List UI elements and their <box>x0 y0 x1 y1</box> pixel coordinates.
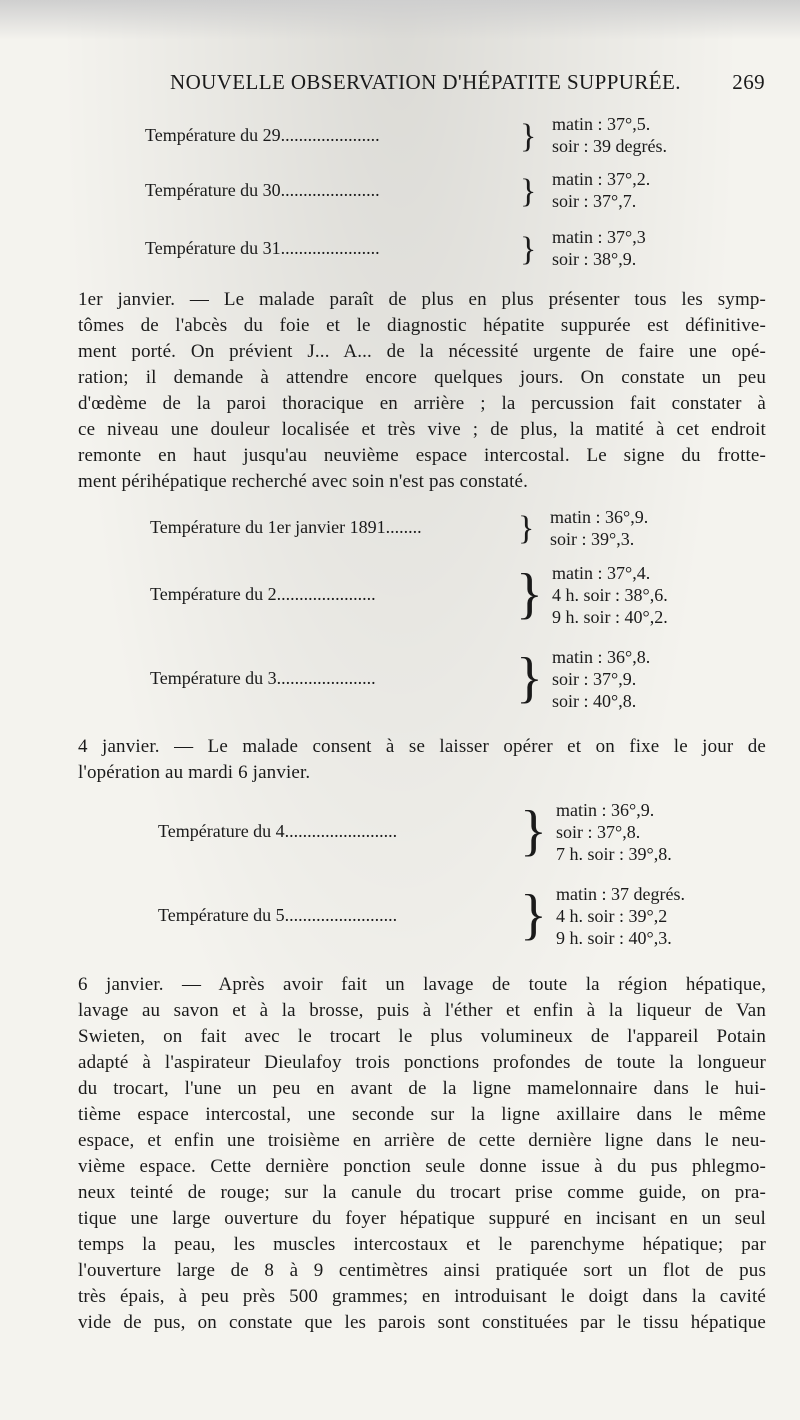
scan-shadow <box>0 0 800 40</box>
temperature-label: Température du 3...................... <box>150 668 376 688</box>
temperature-label: Température du 5......................... <box>158 905 398 925</box>
temperature-entry <box>145 113 765 163</box>
temperature-values <box>552 226 646 270</box>
text-line: ce niveau une douleur localisée et très vive ; de plus, la matité à cet endroit <box>78 419 766 440</box>
text-line: l'ouverture large de 8 à 9 centimètres ainsi pratiquée sort un flot de pus <box>78 1260 766 1281</box>
text-line: d'œdème de la paroi thoracique en arrière ; la percussion fait constater à <box>78 393 766 414</box>
brace-glyph: } <box>520 173 537 210</box>
temperature-values <box>552 562 668 628</box>
text-line: l'opération au mardi 6 janvier. <box>78 762 311 783</box>
temperature-entry <box>145 168 765 218</box>
paragraph-jan-6 <box>78 972 766 1336</box>
temperature-value: matin : 37°,4. <box>552 563 651 583</box>
text-line: très épais, à peu près 500 grammes; en introduisant le doigt dans la cavité <box>78 1286 766 1307</box>
temperature-value: matin : 36°,9. <box>550 507 649 527</box>
temperature-entry <box>145 226 765 276</box>
text-line: 1er janvier. — Le malade paraît de plus en plus présenter tous les symp- <box>78 289 766 310</box>
text-line: ration; il demande à attendre encore quelques jours. On constate un peu <box>78 367 766 388</box>
temperature-entry <box>150 562 765 632</box>
temperature-value: 7 h. soir : 39°,8. <box>556 844 672 864</box>
temperature-value: 9 h. soir : 40°,3. <box>556 928 672 948</box>
text-line: tômes de l'abcès du foie et le diagnostic hépatite suppurée est définitive- <box>78 315 766 336</box>
text-line: tième espace intercostal, une seconde sur la ligne axillaire dans le même <box>78 1104 766 1125</box>
text-line: remonte en haut jusqu'au neuvième espace intercostal. Le signe du frotte- <box>78 445 766 466</box>
paragraph-jan-4 <box>78 734 766 786</box>
temperature-entry <box>158 883 765 953</box>
temperature-value: soir : 39°,3. <box>550 529 635 549</box>
brace-glyph: } <box>520 800 547 862</box>
temperature-entry <box>150 646 765 716</box>
text-line: tique une large ouverture du foyer hépatique suppuré en incisant en un seul <box>78 1208 766 1229</box>
temperature-values <box>552 646 650 712</box>
text-line: Swieten, on fait avec le trocart le plus volumineux de l'appareil Potain <box>78 1026 766 1047</box>
text-line: ment porté. On prévient J... A... de la nécessité urgente de faire une opé- <box>78 341 766 362</box>
temperature-values <box>550 506 648 550</box>
temperature-value: soir : 37°,7. <box>552 191 637 211</box>
text-line: 6 janvier. — Après avoir fait un lavage de toute la région hépatique, <box>78 974 766 995</box>
temperature-label: Température du 31...................... <box>145 238 380 258</box>
temperature-values <box>556 799 672 865</box>
text-line: vième espace. Cette dernière ponction seule donne issue à du pus phlegmo- <box>78 1156 766 1177</box>
text-line: lavage au savon et à la brosse, puis à l'éther et enfin à la liqueur de Van <box>78 1000 766 1021</box>
temperature-value: matin : 37°,2. <box>552 169 651 189</box>
temperature-value: 4 h. soir : 38°,6. <box>552 585 668 605</box>
header-title: NOUVELLE OBSERVATION D'HÉPATITE SUPPURÉE. <box>170 70 681 94</box>
text-line: 4 janvier. — Le malade consent à se laisser opérer et on fixe le jour de <box>78 736 766 757</box>
temperature-value: 9 h. soir : 40°,2. <box>552 607 668 627</box>
temperature-value: matin : 37°,3 <box>552 227 646 247</box>
temperature-label: Température du 29...................... <box>145 125 380 145</box>
text-line: du trocart, l'une un peu en avant de la ligne mamelonnaire dans le hui- <box>78 1078 766 1099</box>
temperature-entry <box>150 506 765 556</box>
temperature-value: matin : 37 degrés. <box>556 884 685 904</box>
text-line: neux teinté de rouge; sur la canule du trocart prise comme guide, on pra- <box>78 1182 766 1203</box>
temperature-value: 4 h. soir : 39°,2 <box>556 906 668 926</box>
temperature-value: soir : 38°,9. <box>552 249 637 269</box>
temperature-values <box>556 883 685 949</box>
text-line: espace, et enfin une troisième en arrière de cette dernière ligne dans le neu- <box>78 1130 766 1151</box>
temperature-values <box>552 113 667 157</box>
temperature-label: Température du 2...................... <box>150 584 376 604</box>
temperature-value: matin : 36°,9. <box>556 800 655 820</box>
text-line: adapté à l'aspirateur Dieulafoy trois ponctions profondes de toute la longueur <box>78 1052 766 1073</box>
temperature-values <box>552 168 650 212</box>
temperature-label: Température du 30...................... <box>145 180 380 200</box>
temperature-label: Température du 4......................... <box>158 821 398 841</box>
temperature-value: matin : 36°,8. <box>552 647 651 667</box>
text-line: ment périhépatique recherché avec soin n'est pas constaté. <box>78 471 528 492</box>
paragraph-jan-1 <box>78 287 766 495</box>
brace-glyph: } <box>516 647 543 709</box>
temperature-value: soir : 40°,8. <box>552 691 637 711</box>
brace-glyph: } <box>520 118 537 155</box>
text-line: vide de pus, on constate que les parois sont constituées par le tissu hépatique <box>78 1312 766 1333</box>
text-line: temps la peau, les muscles intercostaux et le parenchyme hépatique; par <box>78 1234 766 1255</box>
temperature-label: Température du 1er janvier 1891........ <box>150 517 422 537</box>
temperature-value: soir : 37°,8. <box>556 822 641 842</box>
page-number: 269 <box>732 70 765 94</box>
temperature-value: matin : 37°,5. <box>552 114 651 134</box>
temperature-entry <box>158 799 765 869</box>
brace-glyph: } <box>518 510 535 547</box>
brace-glyph: } <box>520 884 547 946</box>
brace-glyph: } <box>516 563 543 625</box>
brace-glyph: } <box>520 231 537 268</box>
temperature-value: soir : 37°,9. <box>552 669 637 689</box>
temperature-value: soir : 39 degrés. <box>552 136 667 156</box>
